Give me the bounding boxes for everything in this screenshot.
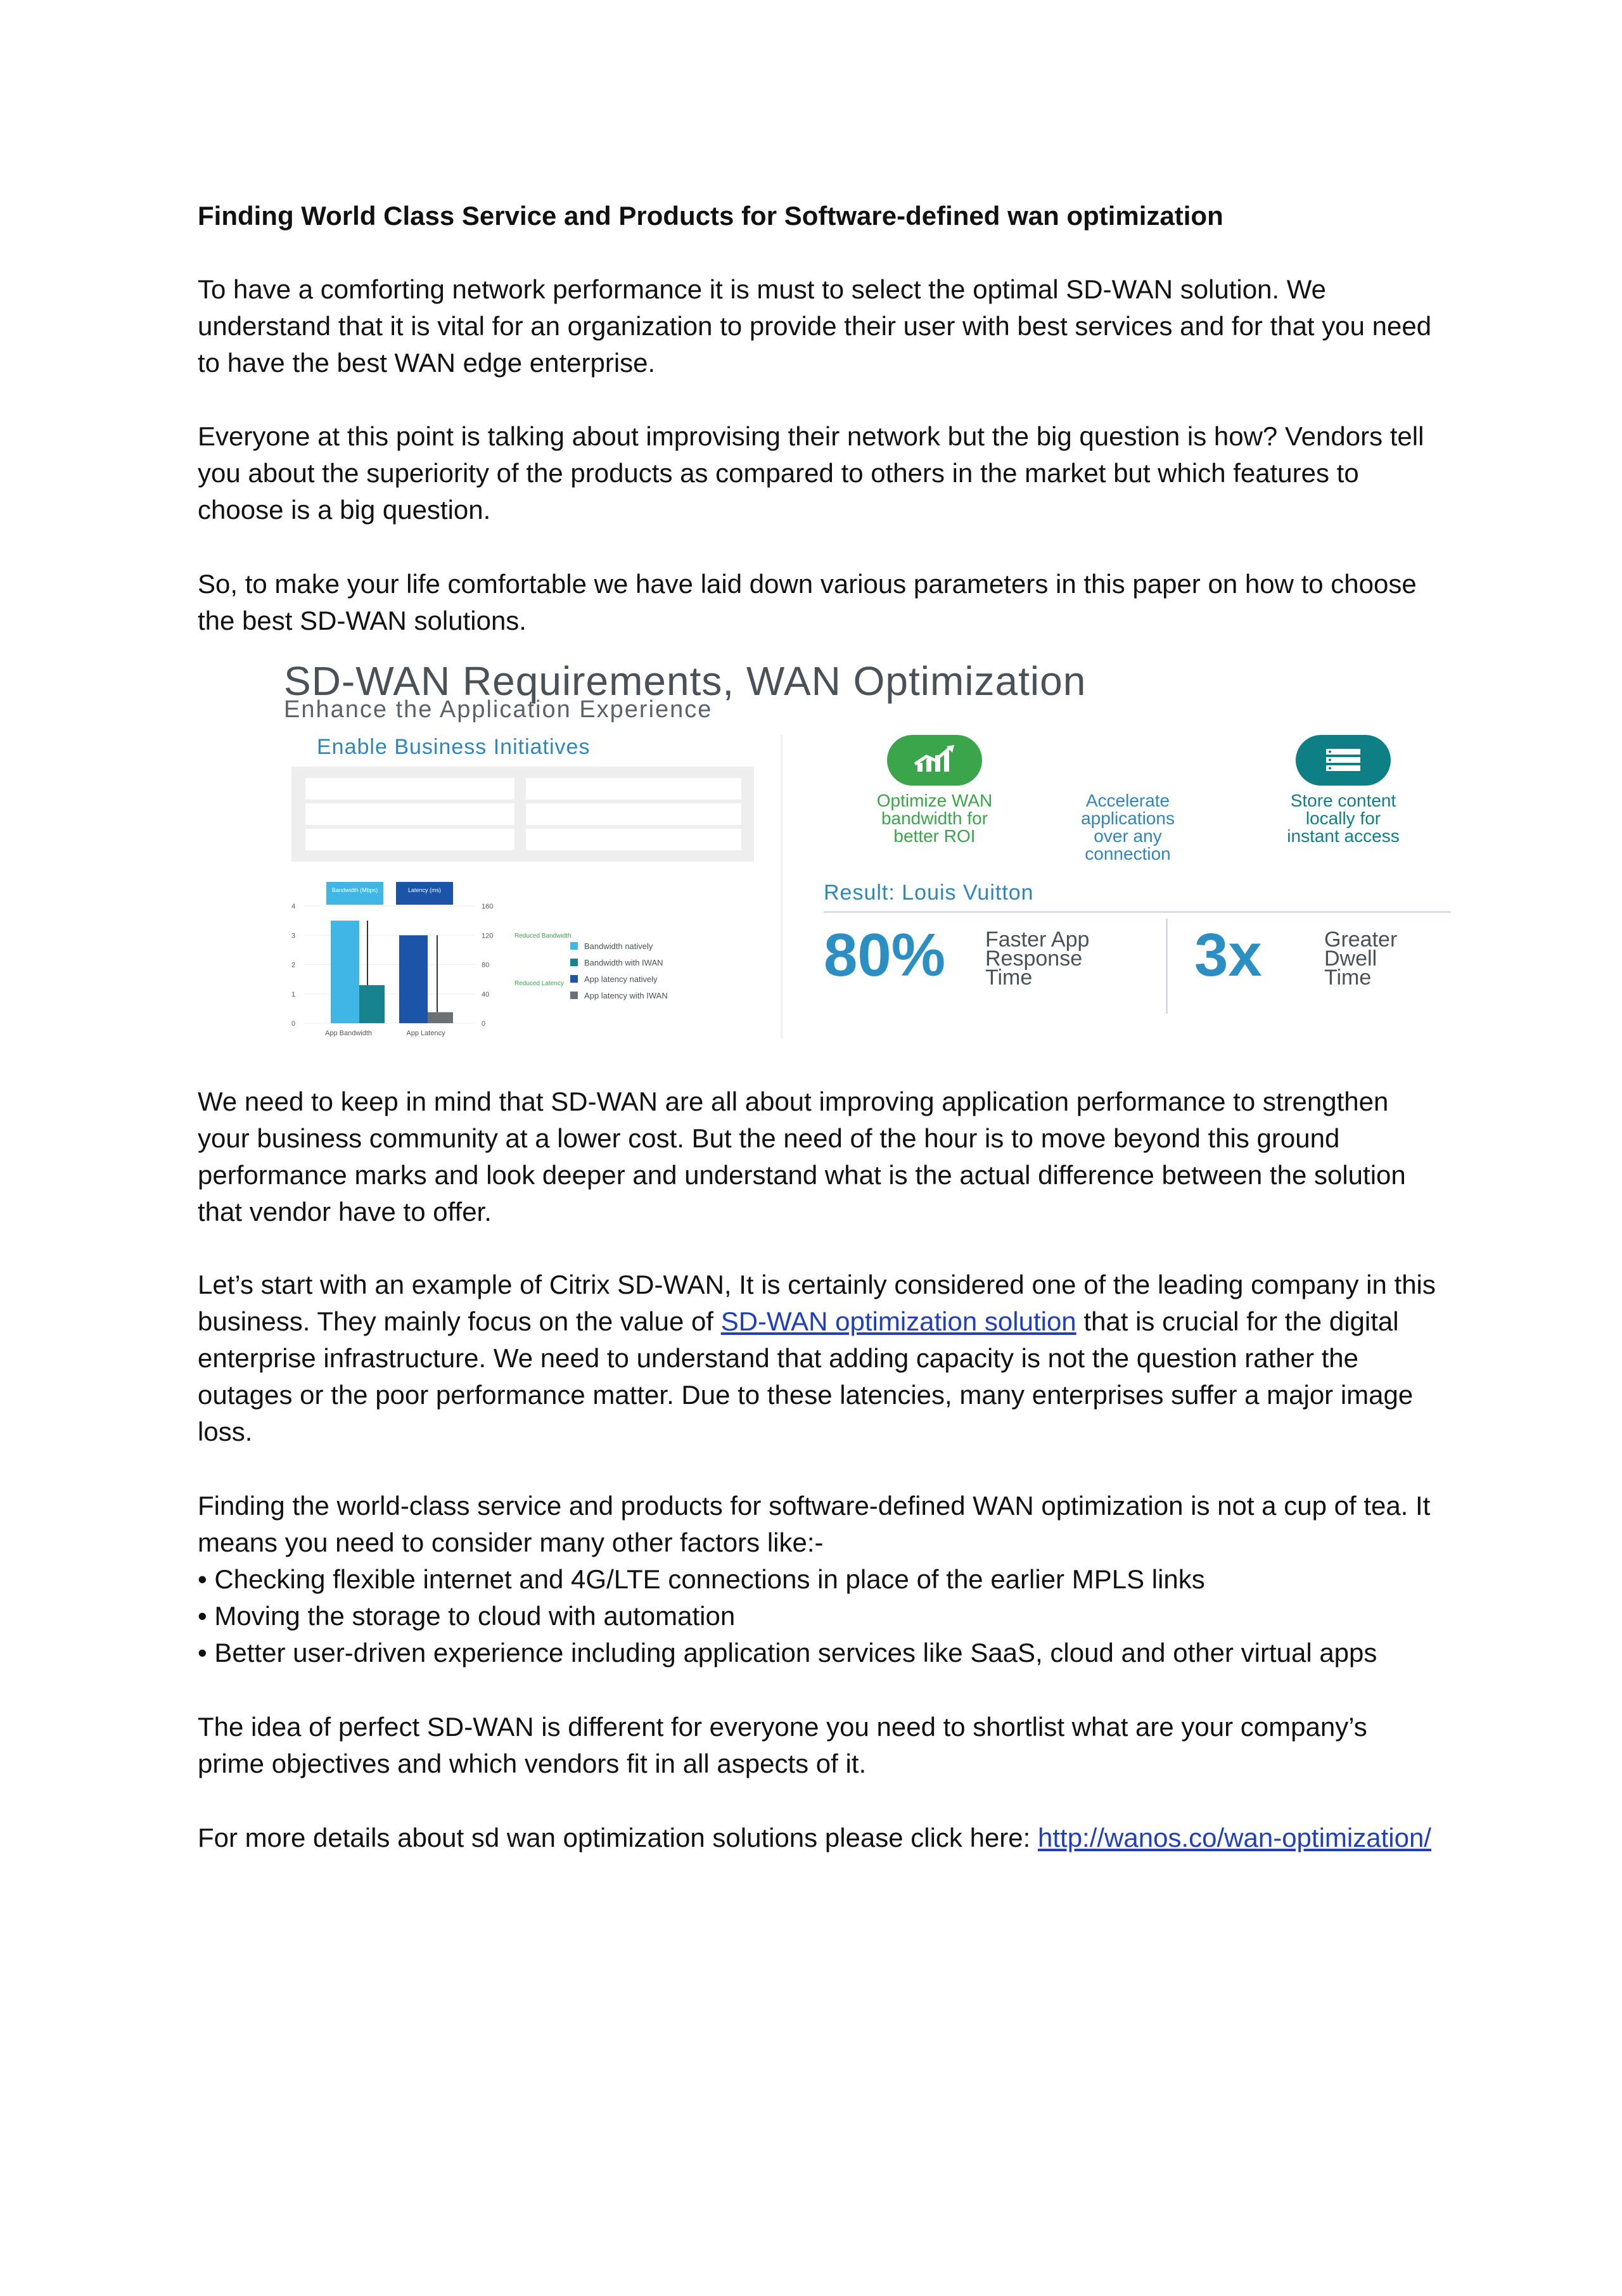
storage-icon: [1296, 735, 1391, 786]
paragraph-1-text: To have a comforting network performance it is must to select the optimal SD-WAN solution. We understand that it is vital for an organization to provide their user with best services and for that you need to have the best WAN edge enterprise.: [198, 274, 1432, 378]
legend-label: App latency with IWAN: [584, 991, 668, 1000]
y-right-tick-label: 0: [482, 1020, 486, 1028]
y-left-tick-label: 1: [291, 990, 296, 998]
feature-line: better ROI: [893, 826, 976, 846]
paragraph-6: [198, 1488, 1440, 1671]
paragraph-1: [198, 271, 1440, 381]
result-heading: Result: Louis Vuitton: [824, 881, 1034, 905]
list-item: • Moving the storage to cloud with automation: [198, 1601, 736, 1631]
infographic-subtitle: Enhance the Application Experience: [284, 696, 713, 723]
legend-swatch: [570, 992, 578, 999]
legend-label: App latency natively: [584, 974, 658, 984]
wanos-link[interactable]: http://wanos.co/wan-optimization/: [1038, 1823, 1431, 1853]
sd-wan-optimization-link[interactable]: SD-WAN optimization solution: [720, 1306, 1076, 1336]
paragraph-8-part: For more details about sd wan optimization solutions please click here:: [198, 1823, 1038, 1853]
stat-80-percent: 80%: [824, 921, 946, 989]
column-header-bandwidth: [326, 882, 383, 905]
y-left-tick-label: 0: [291, 1020, 296, 1028]
column-header-label: Bandwidth (Mbps): [331, 887, 378, 893]
paragraph-5-part: Let’s start with an example of Citrix SD-WAN, It is certainly considered one of the leading company in this business. They mainly focus on the value of: [198, 1270, 1436, 1336]
feature-line: Store content: [1290, 791, 1396, 810]
annotation-label: Reduced Latency: [514, 980, 564, 987]
bandwidth-latency-chart: [279, 874, 779, 1039]
grid-cell: [305, 803, 514, 825]
stat-80-label: [985, 928, 1090, 990]
paragraph-4-text: We need to keep in mind that SD-WAN are all about improving application performance to strengthen your business community at a lower cost. But the need of the hour is to move beyond this ground performance marks and look deeper and understand what is the actual difference between the solution that vendor have to offer.: [198, 1087, 1406, 1227]
grid-cell: [305, 829, 514, 850]
feature-line: locally for: [1305, 808, 1381, 828]
y-left-tick-label: 4: [291, 903, 296, 910]
result-divider: [824, 911, 1451, 913]
annotation-label: Reduced Bandwidth: [514, 933, 572, 940]
paragraph-2-text: Everyone at this point is talking about improvising their network but the big question is how? Vendors tell you about the superiority of the products as compared to others in the market but which features to choose is a big question.: [198, 421, 1424, 525]
infographic-title: SD-WAN Requirements, WAN Optimization: [284, 658, 1087, 704]
enable-business-heading: Enable Business Initiatives: [317, 735, 591, 759]
x-category-label: App Latency: [406, 1030, 445, 1037]
legend-swatch: [570, 975, 578, 983]
stat-3x-label: [1324, 928, 1398, 990]
legend-swatch: [570, 959, 578, 966]
paragraph-7: [198, 1709, 1440, 1782]
grid-cell: [526, 803, 741, 825]
feature-line: bandwidth for: [881, 808, 988, 828]
y-right-tick-label: 40: [482, 990, 490, 998]
bar-bandwidth-native: [331, 921, 359, 1023]
x-category-label: App Bandwidth: [325, 1030, 372, 1037]
y-right-tick-label: 120: [482, 932, 494, 940]
feature-optimize-wan: [840, 792, 1030, 845]
page-title: Finding World Class Service and Products for Software-defined wan optimization: [198, 201, 1223, 231]
paragraph-3-text: So, to make your life comfortable we have laid down various parameters in this paper on how to choose the best SD-WAN solutions.: [198, 569, 1417, 635]
y-left-tick-label: 2: [291, 961, 296, 969]
stat-label-line: Time: [1324, 966, 1372, 990]
column-header-label: Latency (ms): [407, 887, 442, 893]
feature-line: Accelerate: [1085, 791, 1170, 810]
grid-cell: [526, 829, 741, 850]
stat-label-line: Greater: [1324, 928, 1398, 952]
paragraph-5-text: [198, 1266, 1440, 1450]
bar-bandwidth-iwan: [359, 985, 385, 1023]
paragraph-5-part: that is crucial for the digital enterprise infrastructure. We need to understand that adding capacity is not the question rather the outages or the poor performance matter. Due to these latencies, many enterprises suffer a major image loss.: [198, 1306, 1414, 1446]
column-header-latency: [396, 882, 453, 905]
feature-line: Optimize WAN: [876, 791, 993, 810]
stat-label-line: Faster App: [985, 928, 1090, 952]
feature-line: applications: [1081, 808, 1175, 828]
paragraph-7-text: The idea of perfect SD-WAN is different for everyone you need to shortlist what are your company’s prime objectives and which vendors fit in all aspects of it.: [198, 1712, 1367, 1778]
infographic-divider: [781, 735, 782, 1039]
chart-growth-icon: [887, 735, 982, 786]
grid-cell: [305, 778, 514, 800]
paragraph-5: [198, 1266, 1440, 1450]
business-initiatives-grid: [291, 767, 754, 862]
feature-line: instant access: [1287, 826, 1400, 846]
bar-latency-native: [399, 935, 428, 1023]
paragraph-6-text: Finding the world-class service and products for software-defined WAN optimization is not a cup of tea. It means you need to consider many other factors like:-: [198, 1491, 1431, 1557]
paragraph-8: [198, 1820, 1440, 1856]
factors-list: [198, 1561, 1440, 1671]
list-item: • Better user-driven experience including application services like SaaS, cloud and other virtual apps: [198, 1638, 1377, 1668]
paragraph-8-text: [198, 1820, 1440, 1856]
grid-cell: [526, 778, 741, 800]
y-right-tick-label: 80: [482, 961, 490, 969]
legend-swatch: [570, 942, 578, 950]
feature-accelerate: [1033, 792, 1223, 863]
sd-wan-infographic: [279, 659, 1457, 1039]
feature-line: over any: [1094, 826, 1162, 846]
y-right-tick-label: 160: [482, 903, 494, 910]
stat-separator: [1166, 919, 1168, 1014]
stat-label-line: Time: [985, 966, 1033, 990]
paragraph-4: [198, 1083, 1440, 1230]
list-item: • Checking flexible internet and 4G/LTE connections in place of the earlier MPLS links: [198, 1564, 1205, 1594]
legend-label: Bandwidth with IWAN: [584, 958, 663, 967]
stat-label-line: Response: [985, 947, 1083, 971]
paragraph-3: [198, 566, 1440, 639]
feature-line: connection: [1085, 844, 1171, 864]
y-left-tick-label: 3: [291, 932, 296, 940]
paragraph-2: [198, 418, 1440, 528]
stat-3x: 3x: [1194, 921, 1262, 989]
bar-latency-iwan: [428, 1012, 453, 1023]
feature-store-content: [1248, 792, 1438, 845]
stat-label-line: Dwell: [1324, 947, 1377, 971]
legend-label: Bandwidth natively: [584, 941, 653, 951]
